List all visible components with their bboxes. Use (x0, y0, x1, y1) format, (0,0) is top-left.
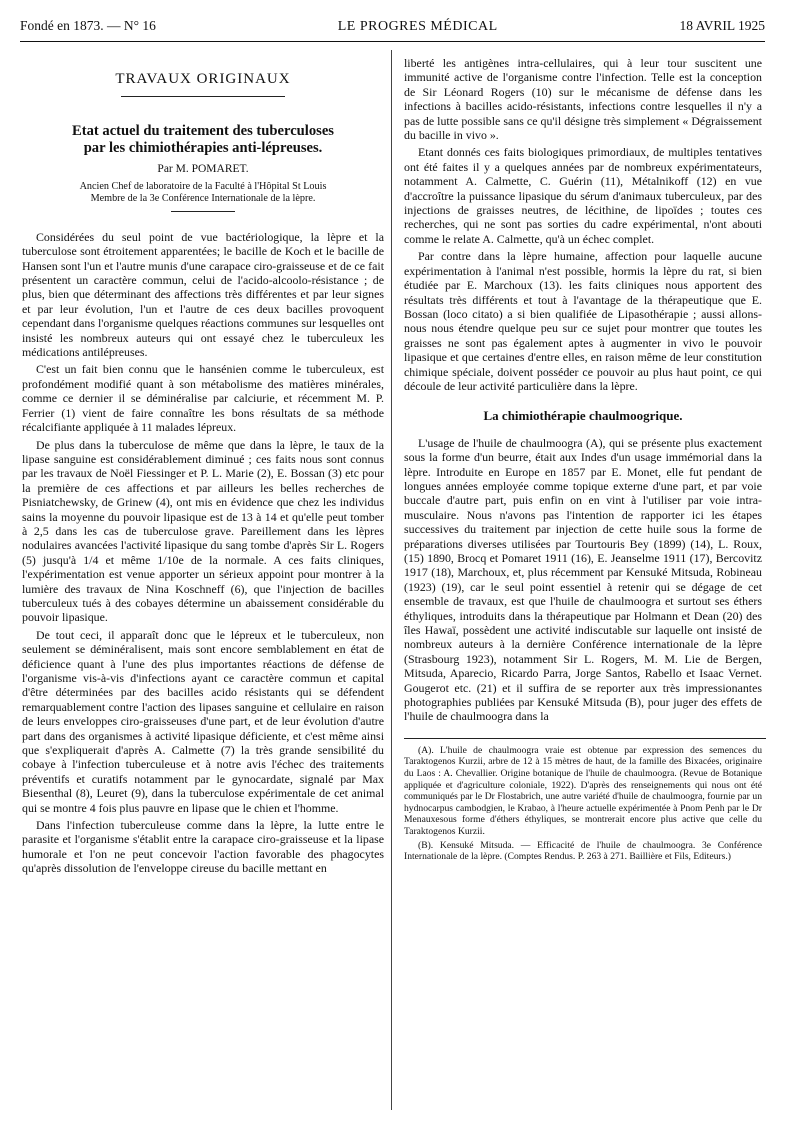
journal-title: LE PROGRES MÉDICAL (337, 19, 498, 34)
section-rule (121, 96, 285, 97)
paragraph: De plus dans la tuberculose de même que dans la lèpre, le taux de la lipase sanguine est considérablement diminué ; ces faits nous sont connus par les travaux de Noël Fiessinger et P. L. Marie (2), E. Bossan (3) etc pour la première de ces affections et par ailleurs les belles recherches de Pisniatchewsky, de Grinew (4), ont mis en évidence que chez les individus sains la moyenne du pouvoir lipasique est de 13 à 14 et qu'elle peut tomber à 2,5 dans les cas de tuberculose grave. Pareillement dans les lèpres nodulaires avancées l'activité lipasique du sang tombe d'après Sir L. Rogers (5) jusqu'à 1/4 et même 1/10e de la normale. A ces faits cliniques, l'expérimentation est venue apporter un sérieux appoint pour montrer à la lumière des travaux de Nina Koschneff (6), que l'injection de bacilles tuberculeux tués à des cobayes détermine un abaissement considérable du pouvoir lipasique. (22, 437, 384, 625)
section-title: TRAVAUX ORIGINAUX (115, 71, 291, 87)
running-header (20, 18, 765, 42)
column-divider (391, 50, 392, 1110)
footnote: (A). L'huile de chaulmoogra vraie est obtenue par expression des semences du Taraktogenos Kurzii, arbre de 12 à 15 mètres de haut, de la famille des Bixacées, originaire du Laos : A. Chevallier. Origine botanique de l'huile de chaulmoogra. (Revue de Botanique appliquée et d'agriculture coloniale, 1922). D'après des renseignements qui nous ont été communiqués par le Dr Flostabrich, une autre variété d'huile de chaulmoogra, fournie par un hydnocarpus cambodgien, le Krabao, à l'heure actuelle expérimentée à Pnom Penh par le Dr Menauxesous forme d'éthers éthyliques, se montrerait encore plus active que celle du Taraktogenos Kurzii. (404, 744, 762, 838)
title-rule (171, 211, 235, 212)
paragraph: Par contre dans la lèpre humaine, affection pour laquelle aucune expérimentation à l'animal n'est possible, hormis la lèpre du rat, si bien étudiée par E. Marchoux (13). les faits cliniques nous apportent des résultats très différents et tout à l'avantage de la thérapeutique que E. Bossan (loco citato) a si bien qualifiée de Lipasothérapie ; aussi allons-nous nous étendre quelque peu sur ce sujet pour montrer que toutes les graisses ne sont pas également aptes à augmenter in vivo le pouvoir lipasique et que certaines d'entre elles, en raison même de leur constitution chimique spéciale, doivent posséder ce pouvoir au plus haut point, ce qui découle de leur activité particulière dans la lèpre. (404, 249, 762, 393)
footnote: (B). Kensuké Mitsuda. — Efficacité de l'huile de chaulmoogra. 3e Conférence Internationale de la lèpre. (Comptes Rendus. P. 263 à 271. Baillière et Fils, Editeurs.) (404, 839, 762, 863)
paragraph: liberté les antigènes intra-cellulaires, qui à leur tour suscitent une immunité active de l'organisme contre l'infection. Telle est la conception de Sir Léonard Rogers (10) sur le mécanisme de défense dans les infections à bacilles acido-résistants, infections contre lesquelles il n'y a pas de lutte possible sans ce qu'il désigne très simplement « Dégraissement du bacille in vivo ». (404, 56, 762, 143)
footnote-rule (404, 738, 766, 739)
footnotes (404, 745, 762, 863)
paragraph: L'usage de l'huile de chaulmoogra (A), qui se présente plus exactement sous la forme d'un beurre, était aux Indes d'un usage immémorial dans la lèpre. Introduite en Europe en 1857 par E. Monet, elle fut pendant de longues années employée comme topique externe d'une part, et par voie buccale d'autre part, puis enfin on en vint à l'utiliser par voie intra-musculaire. Nous n'avons pas l'intention de rapporter ici les étapes successives du traitement par injection de cette huile sous la forme de préparations diverses utilisées par Tourtouris Bey (1899) (14), L. Roux, (15) 1890, Brocq et Pomaret 1911 (16), E. Jeanselme 1911 (17), Bercovitz 1917 (18), Marchoux, et, plus récemment par Kensuké Mitsuda, Robineau (1923) (19), car le seul point essentiel à retenir qui se dégage de cet ensemble de travaux, est que l'huile de chaulmoogra et surtout ses éthers éthyliques, introduits dans la thérapeutique par Holmann et Dean (20) des îles Hawaï, possèdent une activité indiscutable sur laquelle ont insisté de nombreux auteurs à la dernière Conférence internationale de la lèpre (Strasbourg 1923), notamment Sir L. Rogers, M. M. Lie de Bergen, Mitsuda, Aparecio, Ricardo Parra, Jorge Santos, Rabello et Isaac Vernet. Gougerot etc. (21) et il suffira de se reporter aux très impressionantes photographies publiées par Kensuké Mitsuda (B), pour juger des effets de l'huile de chaulmoogra dans la (404, 435, 762, 724)
article-title-line-2: par les chimiothérapies anti-lépreuses. (83, 140, 323, 157)
subheading: La chimiothérapie chaulmoogrique. (483, 408, 683, 424)
issue-date: 18 AVRIL 1925 (679, 18, 765, 33)
affiliation-line-1: Ancien Chef de laboratoire de la Faculté à l'Hôpital St Louis (79, 180, 327, 192)
header-founded: Fondé en 1873. — N° 16 (20, 18, 156, 33)
paragraph: Dans l'infection tuberculeuse comme dans la lèpre, la lutte entre le parasite et l'organisme s'établit entre la carapace ciro-graisseuse et la lipase humorale et l'on ne peut concevoir l'action favorable des phagocytes qu'après dissolution de l'enveloppe cireuse du bacille mettant en (22, 818, 384, 876)
affiliation (22, 181, 384, 206)
paragraph: C'est un fait bien connu que le hansénien comme le tuberculeux, est profondément modifié quant à son métabolisme des matières minérales, comme ce dernier il se déminéralise par calciurie, et récemment M. P. Ferrier (1) vient de faire connaître les bons résultats de sa méthode récalcifiante appliquée à 11 malades lépreux. (22, 362, 384, 435)
right-column (404, 56, 762, 863)
header-rule (20, 41, 765, 42)
article-title-line-1: Etat actuel du traitement des tuberculoses (72, 123, 334, 140)
article-title (22, 123, 384, 157)
left-column (22, 52, 384, 876)
paragraph: De tout ceci, il apparaît donc que le lépreux et le tuberculeux, non seulement se déminéralisent, mais sont encore semblablement en état de déficience quant à l'une des plus importantes réactions de défense de l'organisme vis-à-vis d'infections ayant ce caractère commun et capital d'être déterminées par des bacilles acido résistants qui se défendent remarquablement contre l'action des lipases sanguine et cellulaire en raison de leurs enveloppes ciro-graisseuses d'une part, et de leur évolution d'autre part dans des organismes à activité lipasique déficiente, et c'est même ainsi que s'expliquerait d'après A. Calmette (7) la très grande sensibilité du cobaye à l'infection tuberculeuse et à notre avis l'échec des traitements préventifs et curatifs notamment par le gynocardate, signalé par Max Biesenthal (8), Leuret (9), dans la tuberculose expérimentale de cet animal qui se montre 4 fois plus pauvre en lipase que le chien et l'homme. (22, 627, 384, 815)
byline: Par M. POMARET. (157, 163, 249, 176)
affiliation-line-2: Membre de la 3e Conférence Internationale de la lèpre. (90, 193, 316, 205)
paragraph: Etant donnés ces faits biologiques primordiaux, de multiples tentatives ont été faites il y a quelques années par de nombreux expérimentateurs, notamment A. Calmette, C. Guérin (11), Métalnikoff (12) en vue d'accroître la puissance lipasique du sérum d'animaux tuberculeux, par des injections de graisses neutres, de lécithine, de lipoïdes ; toutes ces recherches, qui ne sont pas sorties du cadre expérimental, n'ont abouti comme le relate A. Calmette, qu'à un échec complet. (404, 145, 762, 246)
paragraph: Considérées du seul point de vue bactériologique, la lèpre et la tuberculose sont étroitement apparentées; le bacille de Koch et le bacille de Hansen sont l'un et l'autre munis d'une carapace ciro-graisseuse et de ce fait présentent un caractère commun, celui de l'acido-alcoolo-résistance ; de plus, bien que déterminant des affections très différentes et par leur signes et par leur évolution, l'un et l'autre de ces deux bacilles provoquent cependant dans l'organisme quelques réactions communes sur lesquelles ont insisté les nombreux auteurs qui ont essayé chez le tuberculeux les médications antilépreuses. (22, 229, 384, 360)
